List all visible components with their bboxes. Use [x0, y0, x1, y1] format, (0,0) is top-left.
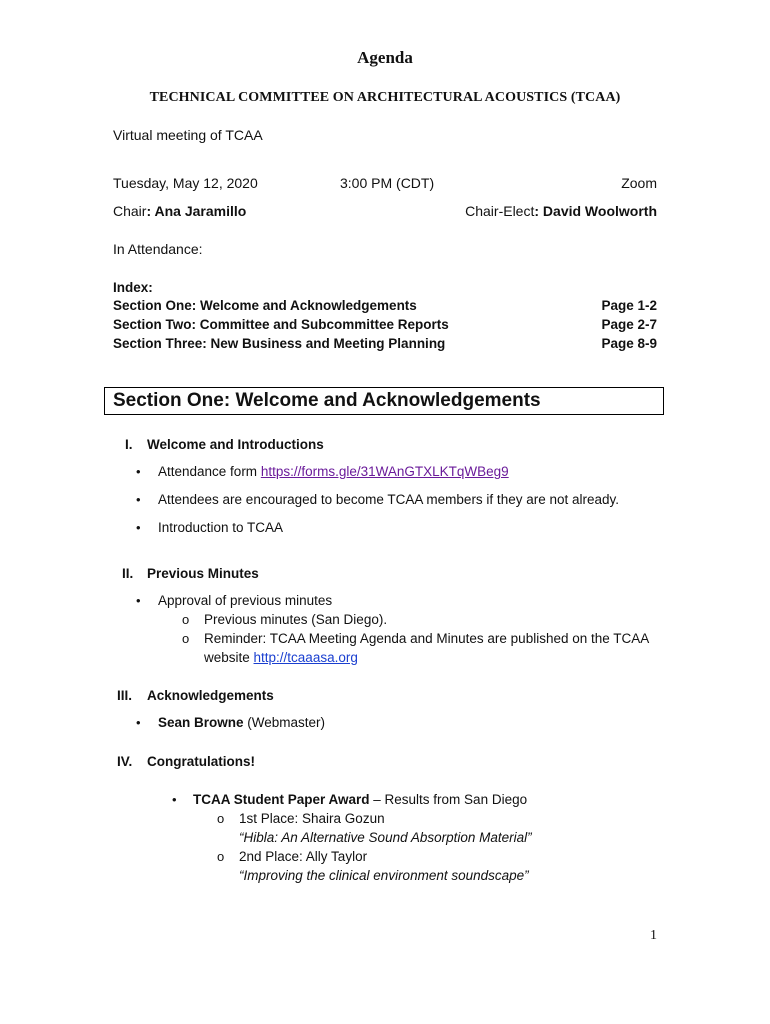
- list-item: Introduction to TCAA: [158, 520, 284, 535]
- list-item: Attendance form https://forms.gle/31WAnGTXLKTqWBeg9: [158, 464, 509, 479]
- index-item-3: Section Three: New Business and Meeting Planning: [113, 336, 446, 351]
- index-pages-1: Page 1-2: [601, 298, 657, 313]
- meeting-platform: Zoom: [621, 175, 657, 191]
- list-item: Approval of previous minutes: [158, 593, 333, 608]
- part-title: Welcome and Introductions: [147, 437, 324, 452]
- document-title: Agenda: [357, 48, 413, 67]
- sub-list-item: 1st Place: Shaira Gozun: [239, 811, 385, 826]
- attendance-form-link[interactable]: https://forms.gle/31WAnGTXLKTqWBeg9: [260, 464, 509, 479]
- circle-bullet-icon: o: [217, 849, 225, 864]
- sub-list-item: Reminder: TCAA Meeting Agenda and Minutes are published on the TCAA: [204, 631, 650, 646]
- sub-list-item-continuation: website http://tcaaasa.org: [204, 650, 358, 665]
- chair-line: Chair: Ana Jaramillo: [113, 203, 247, 219]
- index-pages-2: Page 2-7: [601, 317, 657, 332]
- sub-list-item: Previous minutes (San Diego).: [204, 612, 388, 627]
- meeting-date: Tuesday, May 12, 2020: [113, 175, 258, 191]
- part-numeral: I.: [125, 437, 133, 452]
- bullet-icon: •: [172, 792, 177, 807]
- circle-bullet-icon: o: [217, 811, 225, 826]
- meeting-description: Virtual meeting of TCAA: [113, 127, 263, 143]
- chair-elect-label: Chair-Elect: [465, 203, 535, 219]
- paper-title: “Hibla: An Alternative Sound Absorption Material”: [239, 830, 532, 845]
- circle-bullet-icon: o: [182, 612, 190, 627]
- tcaa-website-link[interactable]: http://tcaaasa.org: [253, 650, 358, 665]
- index-item-2: Section Two: Committee and Subcommittee Reports: [113, 317, 449, 332]
- part-numeral: III.: [117, 688, 133, 703]
- committee-name: TECHNICAL COMMITTEE ON ARCHITECTURAL ACOUSTICS (TCAA): [149, 90, 621, 105]
- index-heading: Index:: [113, 280, 153, 295]
- part-numeral: II.: [122, 566, 134, 581]
- part-title: Congratulations!: [147, 754, 255, 769]
- chair-elect-line: Chair-Elect: David Woolworth: [465, 203, 657, 219]
- part-title: Acknowledgements: [147, 688, 274, 703]
- bullet-icon: •: [136, 520, 141, 535]
- circle-bullet-icon: o: [182, 631, 190, 646]
- chair-label: Chair: [113, 203, 147, 219]
- part-numeral: IV.: [117, 754, 133, 769]
- bullet-icon: •: [136, 492, 141, 507]
- index-item-1: Section One: Welcome and Acknowledgements: [113, 298, 417, 313]
- list-item: TCAA Student Paper Award – Results from San Diego: [193, 792, 528, 807]
- list-item: Attendees are encouraged to become TCAA members if they are not already.: [158, 492, 620, 507]
- chair-name: Ana Jaramillo: [154, 203, 247, 219]
- attendance-label: In Attendance:: [113, 241, 203, 257]
- section-one-heading-box: [104, 387, 664, 415]
- bullet-icon: •: [136, 715, 141, 730]
- meeting-time: 3:00 PM (CDT): [340, 175, 435, 191]
- part-title: Previous Minutes: [147, 566, 259, 581]
- index-pages-3: Page 8-9: [601, 336, 657, 351]
- sub-list-item: 2nd Place: Ally Taylor: [239, 849, 368, 864]
- chair-elect-name: David Woolworth: [542, 203, 657, 219]
- bullet-icon: •: [136, 593, 141, 608]
- list-item: Sean Browne (Webmaster): [158, 715, 326, 730]
- section-one-heading: Section One: Welcome and Acknowledgements: [113, 390, 541, 411]
- paper-title: “Improving the clinical environment soundscape”: [239, 868, 529, 883]
- bullet-icon: •: [136, 464, 141, 479]
- page-number: 1: [650, 928, 657, 943]
